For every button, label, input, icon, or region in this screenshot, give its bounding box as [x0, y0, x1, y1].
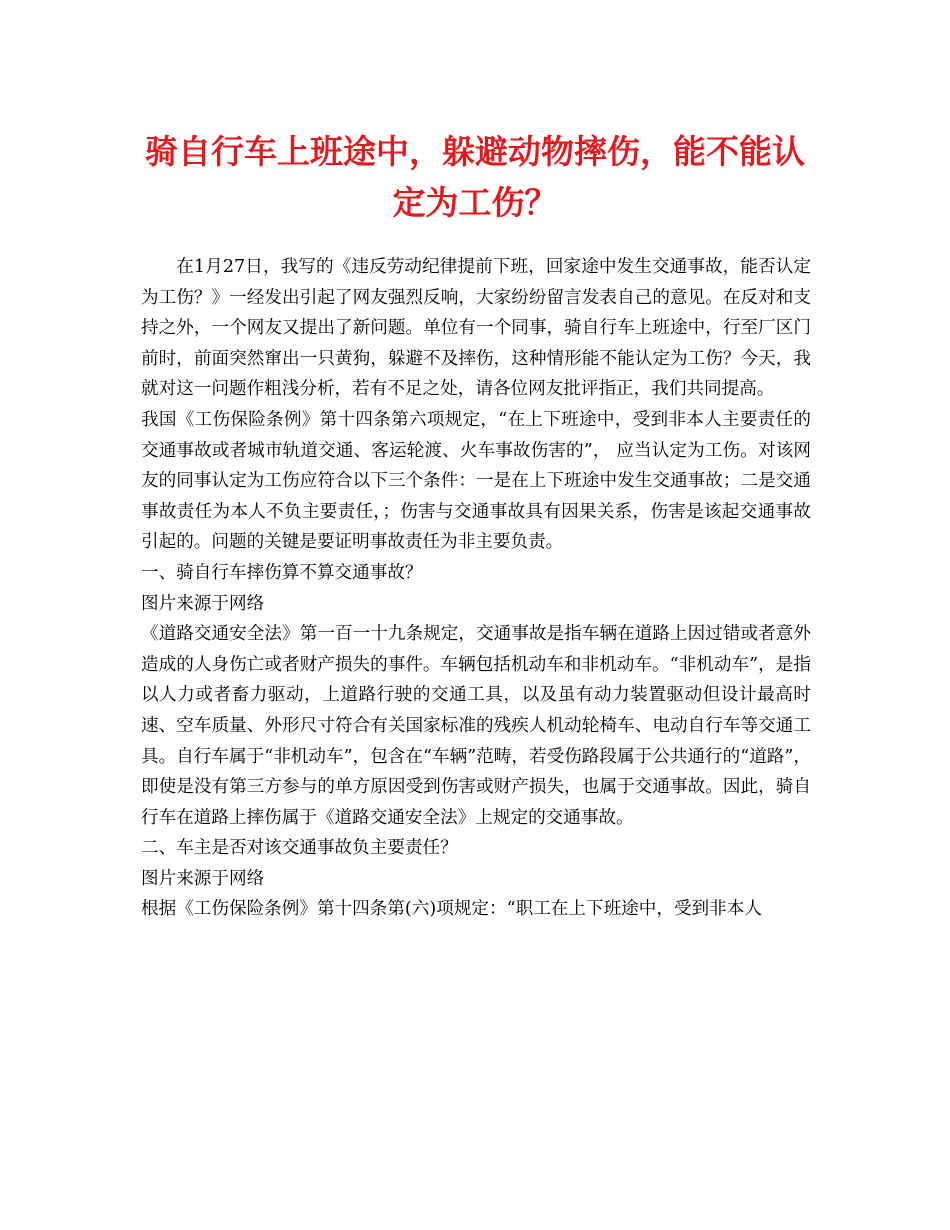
section-heading-2: 二、车主是否对该交通事故负主要责任？	[141, 838, 458, 859]
section-heading-1: 一、骑自行车摔伤算不算交通事故？	[141, 562, 423, 583]
paragraph-regulation: 我国《工伤保险条例》第十四条第六项规定，“在上下班途中，受到非本人主要责任的交通事故或者城市轨道交通、客运轮渡、火车事故伤害的”， 应当认定为工伤。对该网友的同事认定为工伤应符合以下三个条件：一是在上下班途中发生交通事故；二是交通事故责任为本人不负主要责任，；伤害与交通事故具有因果关系，伤害是该起交通事故引起的。问题的关键是要证明事故责任为非主要负责。	[141, 409, 811, 553]
image-source-caption-2: 图片来源于网络	[141, 868, 265, 889]
paragraph-traffic-law: 《道路交通安全法》第一百一十九条规定，交通事故是指车辆在道路上因过错或者意外造成的人身伤亡或者财产损失的事件。车辆包括机动车和非机动车。“非机动车”，是指以人力或者畜力驱动，上道路行驶的交通工具，以及虽有动力装置驱动但设计最高时速、空车质量、外形尺寸符合有关国家标准的残疾人机动轮椅车、电动自行车等交通工具。自行车属于“非机动车”，包含在“车辆”范畴，若受伤路段属于公共通行的“道路”，即使是没有第三方参与的单方原因受到伤害或财产损失，也属于交通事故。因此，骑自行车在道路上摔伤属于《道路交通安全法》上规定的交通事故。	[141, 624, 811, 828]
paragraph-intro: 在1月27日，我写的《违反劳动纪律提前下班，回家途中发生交通事故，能否认定为工伤？》一经发出引起了网友强烈反响，大家纷纷留言发表自己的意见。在反对和支持之外，一个网友又提出了新问题。单位有一个同事，骑自行车上班途中，行至厂区门前时，前面突然窜出一只黄狗，躲避不及摔伤，这种情形能不能认定为工伤？今天，我就对这一问题作粗浅分析，若有不足之处，请各位网友批评指正，我们共同提高。	[141, 257, 811, 400]
paragraph-injury-regulation: 根据《工伤保险条例》第十四条第(六)项规定：“职工在上下班途中，受到非本人	[141, 899, 762, 920]
document-title: 骑自行车上班途中，躲避动物摔伤，能不能认定为工伤？	[145, 132, 805, 222]
document-body	[141, 252, 811, 925]
image-source-caption-1: 图片来源于网络	[141, 593, 265, 614]
